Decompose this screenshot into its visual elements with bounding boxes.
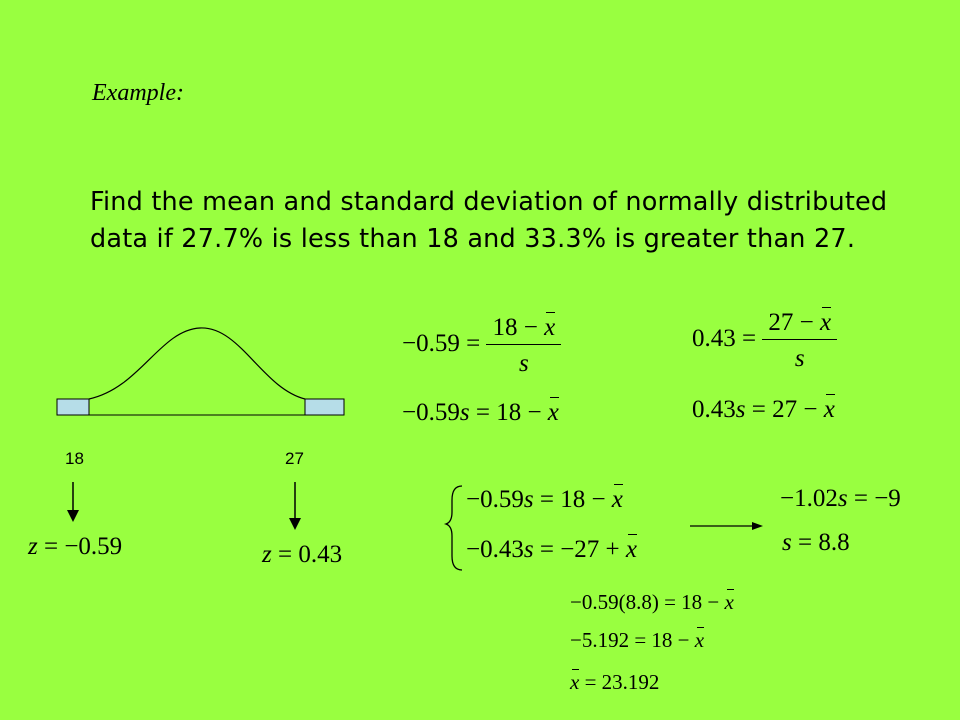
- curve-label-27: 27: [285, 449, 304, 468]
- right-arrow-head: [289, 518, 301, 530]
- slide-title: Example:: [92, 80, 184, 106]
- solve-line-1: −0.59(8.8) = 18 − x: [570, 590, 734, 614]
- implies-arrow-head: [752, 522, 763, 530]
- equation-left-fraction: −0.59 = $\frac{18 - x}{s}$: [402, 315, 561, 376]
- curve-label-18: 18: [65, 449, 84, 468]
- system-row-1: −0.59s = 18 − x: [466, 486, 623, 513]
- equation-left-linear: −0.59s = 18 − x: [402, 399, 559, 426]
- system-brace: [446, 486, 462, 570]
- equation-right-fraction: 0.43 = $\frac{27 - x}{s}$: [692, 310, 837, 371]
- solve-line-2: −5.192 = 18 − x: [570, 628, 705, 652]
- system-row-2: −0.43s = −27 + x: [466, 536, 638, 563]
- right-tail-box: [305, 399, 344, 415]
- equation-right-linear: 0.43s = 27 − x: [692, 396, 835, 423]
- result-row-2: s = 8.8: [782, 529, 850, 556]
- left-arrow-head: [67, 510, 79, 522]
- problem-statement: Find the mean and standard deviation of normally distributed data if 27.7% is less than 18 and 33.3% is greater than 27.: [90, 187, 888, 254]
- solve-line-3: x = 23.192: [570, 670, 660, 694]
- z-score-left: z = −0.59: [28, 533, 123, 560]
- result-row-1: −1.02s = −9: [780, 485, 901, 512]
- bell-curve: [89, 328, 305, 399]
- z-score-right: z = 0.43: [262, 541, 343, 568]
- left-tail-box: [57, 399, 89, 415]
